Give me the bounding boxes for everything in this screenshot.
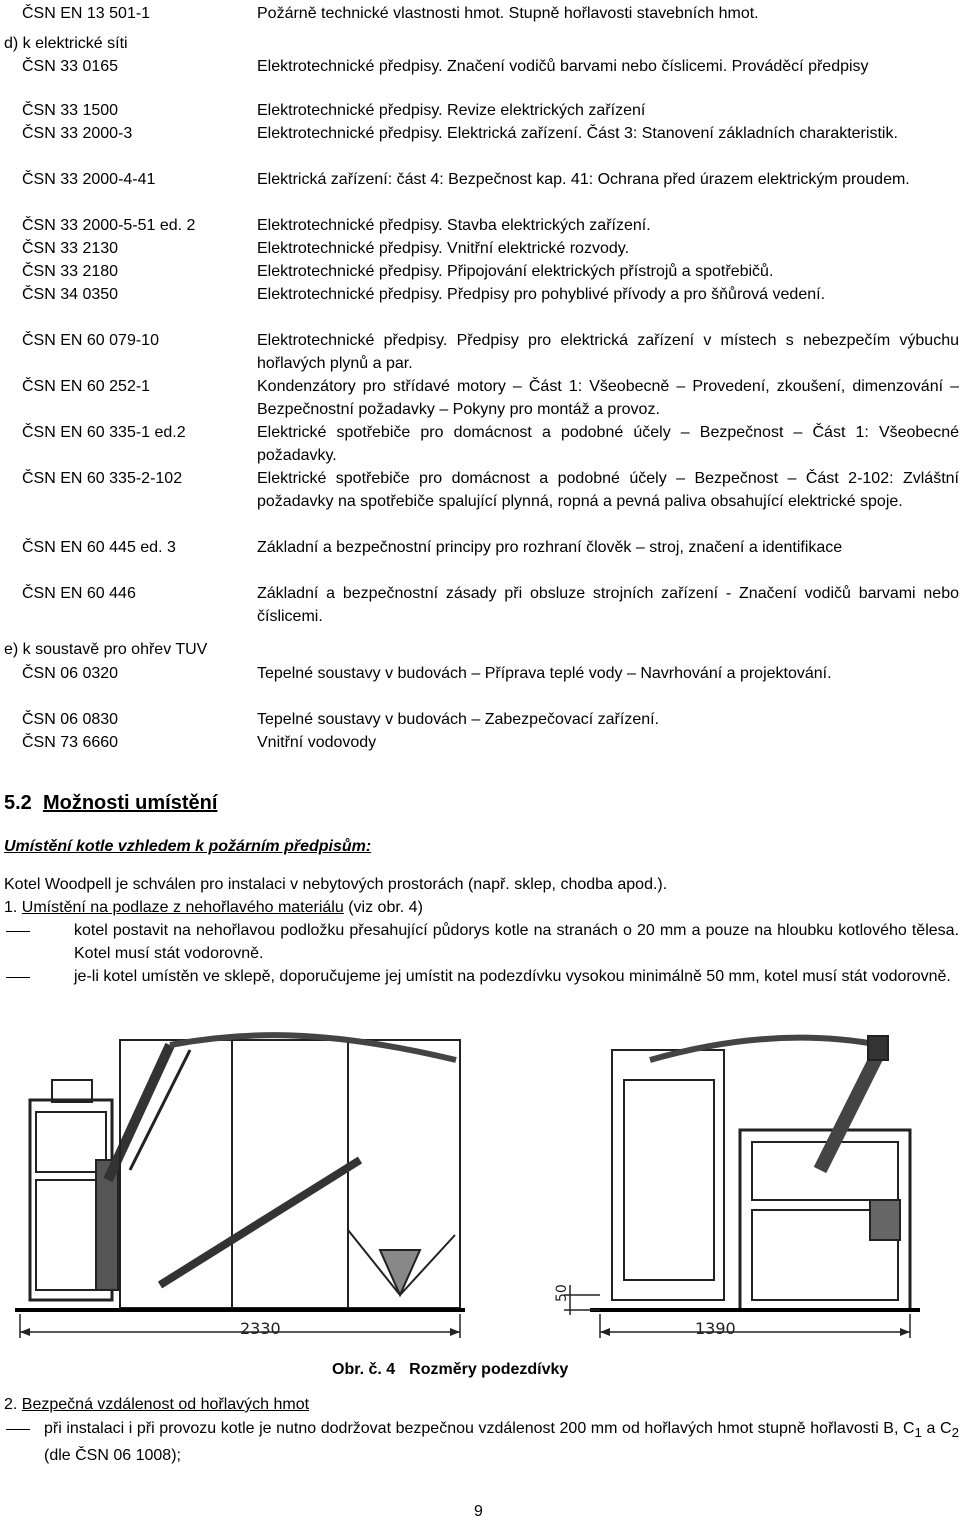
standard-code: ČSN 73 6660: [22, 734, 119, 751]
page-number: 9: [474, 1503, 483, 1520]
standard-description: Elektrická zařízení: část 4: Bezpečnost kap. 41: Ochrana před úrazem elektrickým proudem.: [257, 171, 910, 188]
item-label: Bezpečná vzdálenost od hořlavých hmot: [21, 1396, 310, 1413]
dimension-width-left: 2330: [240, 1319, 281, 1338]
subheading: Umístění kotle vzhledem k požárním předpisům:: [4, 838, 372, 855]
standard-description: Elektrotechnické předpisy. Předpisy pro elektrická zařízení v místech s nebezpečím výbuchu hořlavých plynů a par.: [257, 332, 959, 372]
standard-code: ČSN EN 60 079-10: [22, 332, 159, 349]
dash-bullet: [6, 931, 30, 932]
bullet-text: je-li kotel umístěn ve sklepě, doporučujeme jej umístit na podezdívku vysokou minimálně 50 mm, kotel musí stát vodorovně.: [74, 968, 951, 985]
standard-description: Elektrotechnické předpisy. Značení vodičů barvami nebo číslicemi. Prováděcí předpisy: [257, 58, 869, 75]
standard-code: ČSN EN 60 335-1 ed.2: [22, 424, 186, 441]
dash-bullet: [6, 1429, 30, 1430]
bullet-text: při instalaci i při provozu kotle je nutno dodržovat bezpečnou vzdálenost 200 mm od hořlavých hmot stupně hořlavosti B, $C_1$ a $C_2$ (dle ČSN 06 1008);: [44, 1420, 959, 1465]
standard-description: Tepelné soustavy v budovách – Zabezpečovací zařízení.: [257, 711, 660, 728]
standard-code: ČSN 34 0350: [22, 286, 119, 303]
standard-description: Požárně technické vlastnosti hmot. Stupně hořlavosti stavebních hmot.: [257, 5, 759, 22]
section-title: Možnosti umístění: [42, 792, 218, 814]
standard-code: ČSN 33 2180: [22, 263, 119, 280]
bullet-text: kotel postavit na nehořlavou podložku přesahující půdorys kotle na stranách o 20 mm a pouze na hloubku kotlového tělesa. Kotel musí stát vodorovně.: [74, 922, 959, 962]
side-view-left: [15, 1035, 465, 1338]
standard-description: Elektrické spotřebiče pro domácnost a podobné účely – Bezpečnost – Část 2-102: Zvláštní požadavky na spotřebiče spalující plynná, ropná a pevná paliva obsahující elektrické spoje.: [257, 470, 959, 510]
standard-description: Elektrotechnické předpisy. Připojování elektrických přístrojů a spotřebičů.: [257, 263, 774, 280]
standard-code: ČSN EN 60 445 ed. 3: [22, 539, 176, 556]
item-1-heading: [4, 896, 959, 919]
standard-code: ČSN 33 2000-4-41: [22, 171, 156, 188]
standard-code: ČSN 06 0830: [22, 711, 119, 728]
standard-code: ČSN 33 2130: [22, 240, 119, 257]
boiler-base-drawing: [0, 1020, 960, 1350]
standard-description: Elektrotechnické předpisy. Stavba elektrických zařízení.: [257, 217, 651, 234]
side-view-right: [564, 1036, 920, 1338]
figure-reference: (viz obr. 4): [348, 899, 423, 916]
standard-code: ČSN EN 60 252-1: [22, 378, 151, 395]
caption-number: Obr. č. 4: [332, 1361, 396, 1378]
item-label: Umístění na podlaze z nehořlavého materiálu: [21, 899, 344, 916]
section-d-heading: d) k elektrické síti: [4, 35, 128, 52]
figure-caption: [332, 1358, 582, 1381]
standard-code: ČSN 33 2000-3: [22, 125, 133, 142]
standard-code: ČSN 06 0320: [22, 665, 119, 682]
item-2-heading: [4, 1393, 959, 1416]
item-number: 1.: [4, 899, 18, 916]
section-number: 5.2: [4, 792, 32, 814]
standard-code: ČSN 33 1500: [22, 102, 119, 119]
standard-description: Základní a bezpečnostní zásady při obsluze strojních zařízení - Značení vodičů barvami nebo číslicemi.: [257, 585, 959, 625]
standard-code: ČSN EN 60 446: [22, 585, 136, 602]
standard-description: Tepelné soustavy v budovách – Příprava teplé vody – Navrhování a projektování.: [257, 665, 832, 682]
standard-code: ČSN EN 60 335-2-102: [22, 470, 183, 487]
standard-description: Elektrické spotřebiče pro domácnost a podobné účely – Bezpečnost – Část 1: Všeobecné požadavky.: [257, 424, 959, 464]
standard-description: Základní a bezpečnostní principy pro rozhraní člověk – stroj, značení a identifikace: [257, 539, 843, 556]
dimension-width-right: 1390: [695, 1319, 736, 1338]
item-number: 2.: [4, 1396, 18, 1413]
standard-description: Elektrotechnické předpisy. Elektrická zařízení. Část 3: Stanovení základních charakteristik.: [257, 125, 898, 142]
section-e-heading: e) k soustavě pro ohřev TUV: [4, 641, 208, 658]
dash-bullet: [6, 977, 30, 978]
standard-description: Elektrotechnické předpisy. Revize elektrických zařízení: [257, 102, 646, 119]
standard-code: ČSN 33 0165: [22, 58, 119, 75]
caption-title: Rozměry podezdívky: [409, 1361, 569, 1378]
intro-paragraph: Kotel Woodpell je schválen pro instalaci v nebytových prostorách (např. sklep, chodba apod.).: [4, 876, 668, 893]
standard-description: Elektrotechnické předpisy. Vnitřní elektrické rozvody.: [257, 240, 630, 257]
standard-code: ČSN 33 2000-5-51 ed. 2: [22, 217, 196, 234]
standard-description: Kondenzátory pro střídavé motory – Část 1: Všeobecně – Provedení, zkoušení, dimenzování – Bezpečnostní požadavky – Pokyny pro montáž a provoz.: [257, 378, 959, 418]
dimension-height: 50: [554, 1284, 570, 1302]
standard-description: Elektrotechnické předpisy. Předpisy pro pohyblivé přívody a pro šňůrová vedení.: [257, 286, 826, 303]
standard-code: ČSN EN 13 501-1: [22, 5, 151, 22]
standard-description: Vnitřní vodovody: [257, 734, 377, 751]
section-heading: [4, 790, 217, 816]
